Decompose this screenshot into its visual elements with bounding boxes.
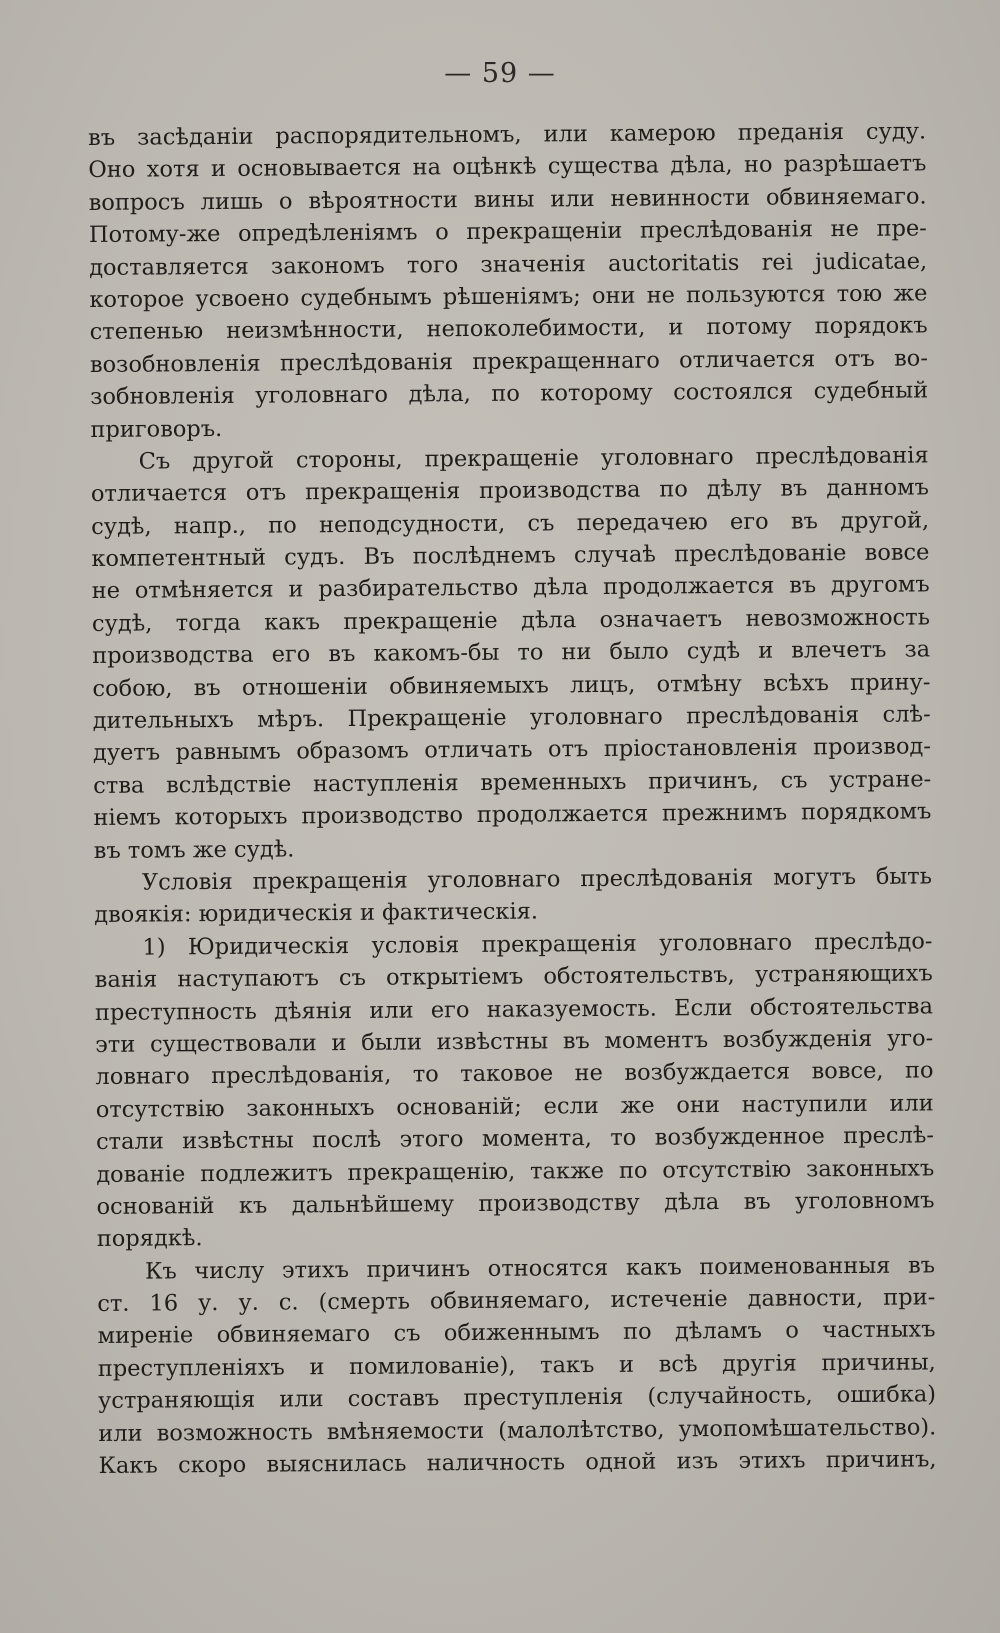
text-line: ніемъ которыхъ производство продолжается прежнимъ порядкомъ: [93, 798, 932, 832]
text-line: или возможность вмѣняемости (малолѣтство, умопомѣшательство).: [98, 1414, 937, 1447]
text-line: устраняющія или составъ преступленія (случайность, ошибка): [97, 1381, 937, 1415]
text-line: которое усвоено судебнымъ рѣшеніямъ; они не пользуются тою же: [89, 280, 928, 313]
paragraph-1: [88, 115, 929, 445]
text-line: дованіе подлежитъ прекращенію, также по отсутствію законныхъ: [96, 1154, 935, 1188]
text-line: ства вслѣдствіе наступленія временныхъ причинъ, съ устране-: [93, 766, 932, 799]
text-line: судѣ, тогда какъ прекращеніе дѣла означаетъ невозможность: [91, 604, 931, 637]
text-line: отсутствію законныхъ основаній; если же они наступили или: [95, 1090, 934, 1123]
text-line: преступленіяхъ и помилованіе), такъ и всѣ другія причины,: [97, 1349, 936, 1382]
text-line: эти существовали и были извѣстны въ моментъ возбужденія уго-: [95, 1025, 934, 1058]
text-line: судѣ, напр., по неподсудности, съ передачею его въ другой,: [91, 507, 930, 540]
text-line: дительныхъ мѣръ. Прекращеніе уголовнаго преслѣдованія слѣ-: [92, 701, 931, 735]
text-line: степенью неизмѣнности, непоколебимости, и потому порядокъ: [89, 312, 928, 346]
text-line: производства его въ какомъ-бы то ни было судѣ и влечетъ за: [92, 636, 931, 670]
text-line: стали извѣстны послѣ этого момента, то возбужденное преслѣ-: [95, 1122, 935, 1156]
text-line: Какъ скоро выяснилась наличность одной изъ этихъ причинъ,: [98, 1446, 937, 1479]
text-line: Потому-же опредѣленіямъ о прекращеніи преслѣдованія не пре-: [88, 215, 927, 249]
text-line: вопросъ лишь о вѣроятности вины или невинности обвиняемаго.: [88, 183, 927, 216]
text-line: не отмѣняется и разбирательство дѣла продолжается въ другомъ: [91, 571, 930, 605]
paragraph-3: [94, 860, 932, 931]
text-line: 1) Юридическія условія прекращенія уголовнаго преслѣдо-: [142, 928, 933, 961]
text-line: двоякія: юридическія и фактическія.: [94, 898, 539, 929]
paragraph-2: [91, 439, 932, 867]
text-line: дуетъ равнымъ образомъ отличать отъ пріостановленія производ-: [92, 733, 932, 767]
text-line: приговоръ.: [90, 415, 223, 443]
text-line: преступность дѣянія или его наказуемость. Если обстоятельства: [94, 992, 934, 1026]
text-line: собою, въ отношеніи обвиняемыхъ лицъ, отмѣну всѣхъ прину-: [92, 669, 931, 702]
text-line: Съ другой стороны, прекращеніе уголовнаго преслѣдованія: [138, 442, 929, 475]
text-line: Оно хотя и основывается на оцѣнкѣ существа дѣла, но разрѣшаетъ: [88, 150, 927, 184]
text-line: Условія прекращенія уголовнаго преслѣдованія могутъ быть: [141, 863, 933, 896]
text-line: возобновленія преслѣдованія прекращеннаго отличается отъ во-: [89, 345, 928, 378]
text-line: въ засѣданіи распорядительномъ, или камерою преданія суду.: [88, 118, 927, 151]
text-line: компетентный судъ. Въ послѣднемъ случаѣ преслѣдованіе вовсе: [91, 539, 930, 573]
text-line: порядкѣ.: [96, 1225, 203, 1253]
page-number: — 59 —: [444, 58, 556, 89]
text-line: отличается отъ прекращенія производства по дѣлу въ данномъ: [90, 474, 930, 508]
text-line: миреніе обвиняемаго съ обиженнымъ по дѣламъ о частныхъ: [97, 1316, 936, 1350]
text-line: ванія наступаютъ съ открытіемъ обстоятельствъ, устраняющихъ: [94, 960, 933, 994]
text-line: въ томъ же судѣ.: [93, 835, 295, 864]
text-line: доставляется закономъ того значенія auctoritatis rei judicatae,: [89, 247, 928, 281]
paragraph-5: [97, 1249, 937, 1482]
text-line: зобновленія уголовнаго дѣла, по которому состоялся судебный: [90, 377, 929, 411]
text-line: ст. 16 у. у. с. (смерть обвиняемаго, истеченіе давности, при-: [97, 1284, 936, 1318]
text-line: основаній къ дальнѣйшему производству дѣла въ уголовномъ: [96, 1187, 935, 1220]
text-line: Къ числу этихъ причинъ относятся какъ поименованныя въ: [144, 1252, 936, 1285]
paragraph-4: [94, 925, 935, 1255]
text-line: ловнаго преслѣдованія, то таковое не возбуждается вовсе, по: [95, 1057, 934, 1091]
body-text: [88, 115, 937, 1482]
